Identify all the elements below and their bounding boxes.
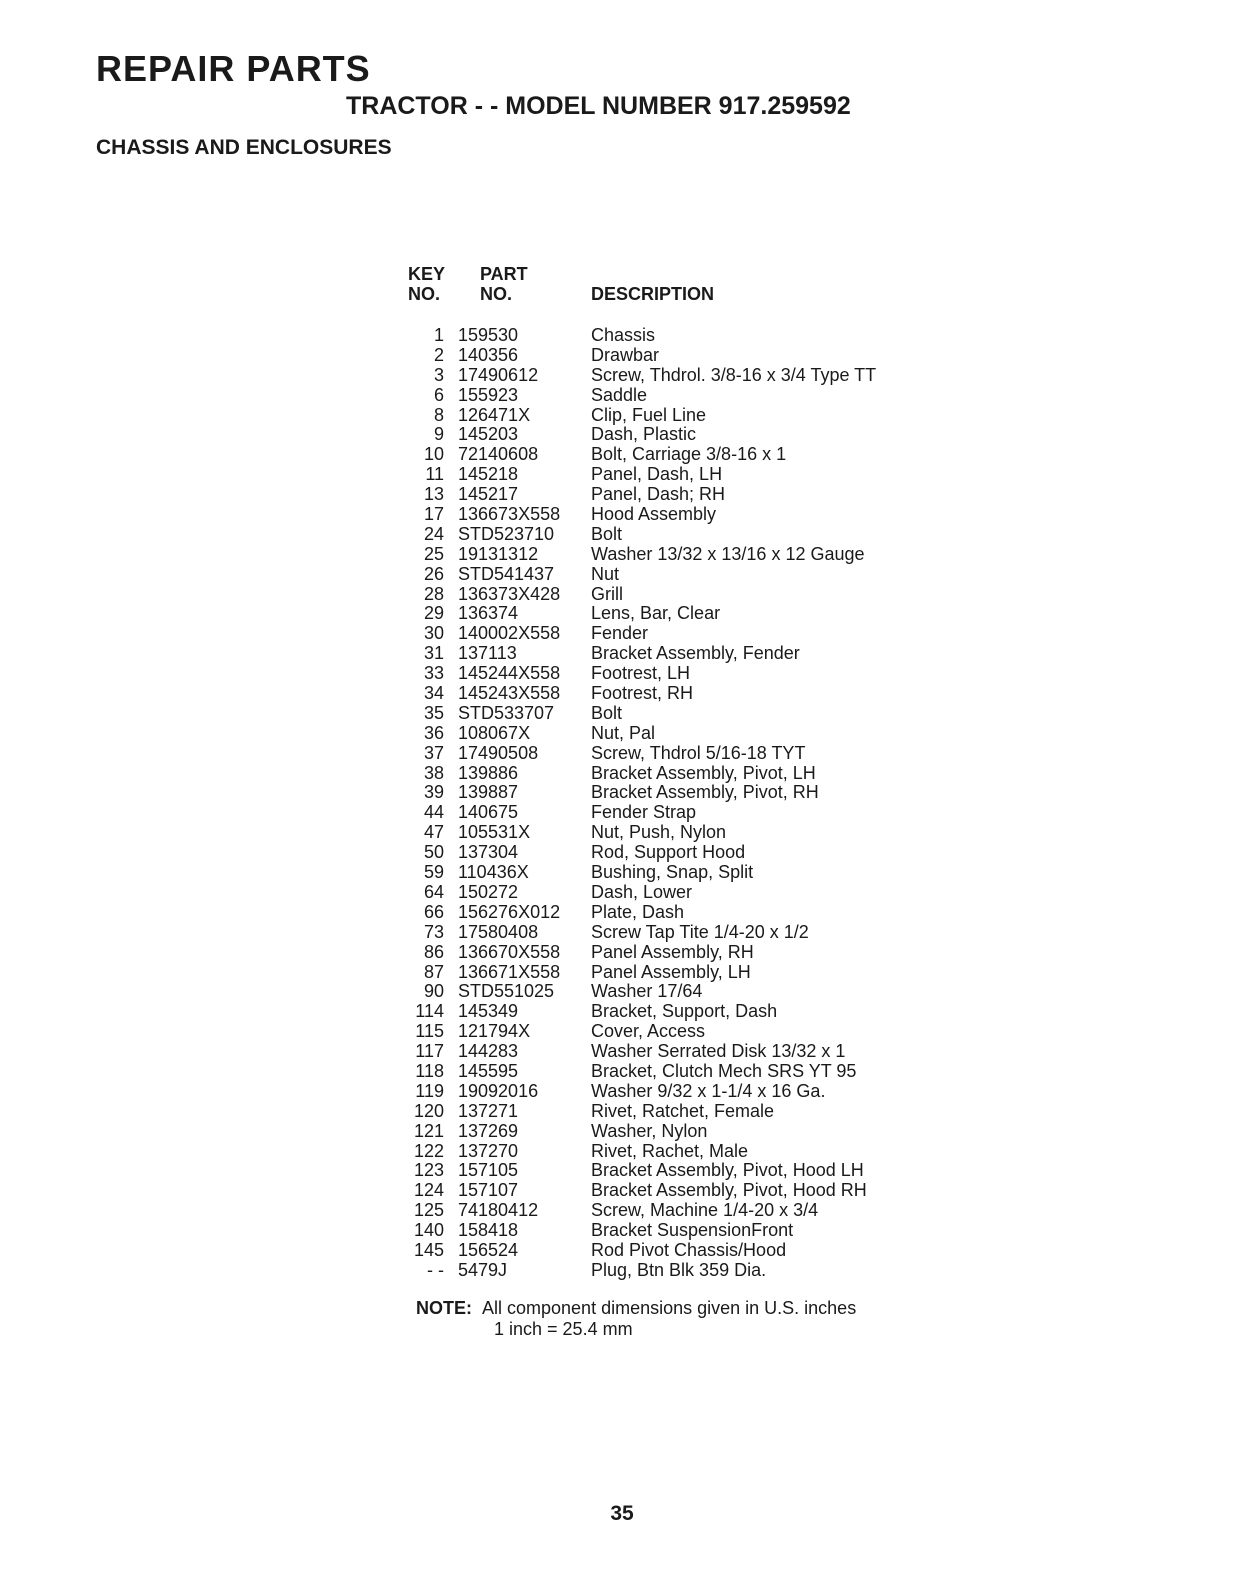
table-row xyxy=(404,346,964,366)
part-no-cell: 137113 xyxy=(458,643,517,664)
part-no-cell: 145244X558 xyxy=(458,663,561,684)
key-no-cell: 122 xyxy=(413,1140,444,1161)
key-no-cell: 1 xyxy=(433,325,444,345)
key-no-cell: 10 xyxy=(423,444,444,465)
key-no-cell: 123 xyxy=(413,1160,444,1181)
key-no-cell: 44 xyxy=(423,802,444,823)
key-no-cell: 11 xyxy=(425,464,444,485)
description-cell: Panel Assembly, RH xyxy=(591,941,754,962)
key-no-cell: 59 xyxy=(423,862,444,883)
part-no-cell: 137270 xyxy=(458,1140,519,1161)
description-cell: Screw, Thdrol 5/16-18 TYT xyxy=(591,742,806,763)
part-no-cell: 150272 xyxy=(458,881,519,902)
table-row xyxy=(404,1062,964,1082)
table-row xyxy=(404,565,964,585)
part-no-cell: 145243X558 xyxy=(458,683,561,704)
table-row xyxy=(404,823,964,843)
key-no-cell: 140 xyxy=(413,1220,444,1241)
note-label: NOTE: xyxy=(416,1298,472,1318)
key-no-cell: 73 xyxy=(423,921,444,942)
key-no-cell: 3 xyxy=(433,364,444,385)
part-no-cell: 19131312 xyxy=(458,543,539,564)
table-row xyxy=(404,982,964,1002)
table-row xyxy=(404,843,964,863)
key-no-cell: 37 xyxy=(423,742,444,763)
description-header: DESCRIPTION xyxy=(591,284,715,304)
table-row xyxy=(404,963,964,983)
key-no-cell: 114 xyxy=(415,1001,444,1022)
key-no-cell: 36 xyxy=(423,722,444,743)
part-no-cell: 139886 xyxy=(458,762,519,783)
part-no-cell: 159530 xyxy=(458,325,519,345)
part-no-cell: 145349 xyxy=(458,1001,519,1022)
part-no-cell: 157105 xyxy=(458,1160,519,1181)
table-row xyxy=(404,803,964,823)
table-row xyxy=(404,1022,964,1042)
table-row xyxy=(404,684,964,704)
part-no-cell: 17490612 xyxy=(458,364,539,385)
table-row xyxy=(404,883,964,903)
key-no-header-line1: KEY xyxy=(408,264,446,284)
table-row xyxy=(404,1221,964,1241)
part-no-cell: 137271 xyxy=(458,1100,519,1121)
description-cell: Rod, Support Hood xyxy=(591,842,746,863)
part-no-cell: STD551025 xyxy=(458,981,555,1002)
description-cell: Drawbar xyxy=(591,344,660,365)
description-cell: Bracket, Support, Dash xyxy=(591,1001,778,1022)
key-no-cell: 30 xyxy=(423,623,444,644)
part-no-cell: 74180412 xyxy=(458,1200,539,1221)
table-row xyxy=(404,664,964,684)
table-row xyxy=(404,1082,964,1102)
table-row xyxy=(404,724,964,744)
table-row xyxy=(404,624,964,644)
section-title: CHASSIS AND ENCLOSURES xyxy=(96,136,392,159)
part-no-cell: 158418 xyxy=(458,1220,519,1241)
part-no-cell: 145203 xyxy=(458,424,519,445)
description-cell: Bracket, Clutch Mech SRS YT 95 xyxy=(591,1060,857,1081)
table-row xyxy=(404,903,964,923)
key-no-cell: 25 xyxy=(423,543,444,564)
description-cell: Clip, Fuel Line xyxy=(591,404,707,425)
table-row xyxy=(404,1241,964,1261)
part-no-cell: 137304 xyxy=(458,842,519,863)
key-no-cell: 118 xyxy=(415,1060,444,1081)
parts-table-body xyxy=(404,326,964,1281)
table-row xyxy=(404,545,964,565)
description-cell: Cover, Access xyxy=(591,1021,706,1042)
model-number-title: TRACTOR - - MODEL NUMBER 917.259592 xyxy=(346,92,851,120)
description-cell: Grill xyxy=(591,583,623,604)
key-no-cell: 17 xyxy=(423,504,444,525)
part-no-cell: 145218 xyxy=(458,464,519,485)
part-no-cell: 145595 xyxy=(458,1060,519,1081)
key-no-cell: 86 xyxy=(423,941,444,962)
note-line2: 1 inch = 25.4 mm xyxy=(494,1319,633,1339)
description-cell: Screw Tap Tite 1/4-20 x 1/2 xyxy=(591,921,809,942)
key-no-cell: - - xyxy=(427,1259,444,1280)
key-no-cell: 66 xyxy=(423,901,444,922)
table-row xyxy=(404,445,964,465)
description-cell: Lens, Bar, Clear xyxy=(591,603,721,624)
table-row xyxy=(404,644,964,664)
part-no-cell: 137269 xyxy=(458,1120,519,1141)
description-cell: Fender Strap xyxy=(591,802,697,823)
description-cell: Hood Assembly xyxy=(591,504,717,525)
description-cell: Footrest, RH xyxy=(591,683,694,704)
key-no-cell: 31 xyxy=(423,643,444,664)
key-no-header-line2: NO. xyxy=(408,284,441,304)
table-row xyxy=(404,485,964,505)
key-no-cell: 2 xyxy=(433,344,444,365)
part-no-cell: 19092016 xyxy=(458,1080,539,1101)
table-row xyxy=(404,425,964,445)
description-cell: Panel, Dash; RH xyxy=(591,484,726,505)
table-row xyxy=(404,326,964,346)
description-cell: Rivet, Rachet, Male xyxy=(591,1140,749,1161)
table-row xyxy=(404,943,964,963)
table-row xyxy=(404,525,964,545)
part-no-cell: 136671X558 xyxy=(458,961,561,982)
description-cell: Bracket Assembly, Pivot, Hood RH xyxy=(591,1180,867,1201)
description-cell: Screw, Machine 1/4-20 x 3/4 xyxy=(591,1200,819,1221)
table-row xyxy=(404,366,964,386)
key-no-cell: 6 xyxy=(433,384,444,405)
description-cell: Rod Pivot Chassis/Hood xyxy=(591,1239,787,1260)
description-cell: Dash, Lower xyxy=(591,881,693,902)
key-no-cell: 87 xyxy=(423,961,444,982)
description-cell: Nut, Pal xyxy=(591,722,656,743)
description-cell: Bracket Assembly, Pivot, Hood LH xyxy=(591,1160,864,1181)
note-line1: All component dimensions given in U.S. inches xyxy=(482,1298,857,1318)
part-no-cell: 108067X xyxy=(458,722,531,743)
description-cell: Washer 17/64 xyxy=(591,981,703,1002)
key-no-cell: 120 xyxy=(413,1100,444,1121)
description-cell: Washer, Nylon xyxy=(591,1120,708,1141)
table-row xyxy=(404,386,964,406)
table-row xyxy=(404,585,964,605)
part-no-cell: 17490508 xyxy=(458,742,539,763)
key-no-cell: 64 xyxy=(423,881,444,902)
key-no-cell: 13 xyxy=(423,484,444,505)
description-cell: Bushing, Snap, Split xyxy=(591,862,754,883)
description-cell: Dash, Plastic xyxy=(591,424,697,445)
key-no-cell: 121 xyxy=(413,1120,444,1141)
description-cell: Bracket Assembly, Pivot, RH xyxy=(591,782,819,803)
part-no-cell: 136373X428 xyxy=(458,583,561,604)
description-cell: Nut, Push, Nylon xyxy=(591,822,727,843)
description-cell: Screw, Thdrol. 3/8-16 x 3/4 Type TT xyxy=(591,364,877,385)
part-no-cell: 121794X xyxy=(458,1021,531,1042)
table-row xyxy=(404,704,964,724)
key-no-cell: 9 xyxy=(433,424,444,445)
description-cell: Rivet, Ratchet, Female xyxy=(591,1100,775,1121)
description-cell: Bolt, Carriage 3/8-16 x 1 xyxy=(591,444,787,465)
table-row xyxy=(404,783,964,803)
table-row xyxy=(404,406,964,426)
description-cell: Chassis xyxy=(591,325,656,345)
part-no-cell: 17580408 xyxy=(458,921,539,942)
table-row xyxy=(404,1002,964,1022)
part-no-cell: STD523710 xyxy=(458,523,555,544)
key-no-cell: 145 xyxy=(413,1239,444,1260)
page-title: REPAIR PARTS xyxy=(96,48,371,89)
key-no-cell: 90 xyxy=(423,981,444,1002)
part-no-cell: 156276X012 xyxy=(458,901,561,922)
key-no-cell: 39 xyxy=(423,782,444,803)
description-cell: Footrest, LH xyxy=(591,663,691,684)
key-no-cell: 117 xyxy=(415,1041,444,1062)
part-no-cell: 136670X558 xyxy=(458,941,561,962)
description-cell: Nut xyxy=(591,563,620,584)
description-cell: Saddle xyxy=(591,384,648,405)
table-row xyxy=(404,1102,964,1122)
part-no-header-line2: NO. xyxy=(480,284,513,304)
description-cell: Fender xyxy=(591,623,649,644)
dimension-note xyxy=(416,1298,856,1340)
part-no-cell: 140356 xyxy=(458,344,519,365)
description-cell: Panel, Dash, LH xyxy=(591,464,723,485)
part-no-header-line1: PART xyxy=(480,264,528,284)
description-cell: Washer 13/32 x 13/16 x 12 Gauge xyxy=(591,543,865,564)
key-no-cell: 34 xyxy=(423,683,444,704)
key-no-cell: 28 xyxy=(423,583,444,604)
part-no-cell: 126471X xyxy=(458,404,531,425)
description-cell: Panel Assembly, LH xyxy=(591,961,751,982)
key-no-cell: 47 xyxy=(423,822,444,843)
parts-table xyxy=(404,262,964,1281)
part-no-cell: 139887 xyxy=(458,782,519,803)
part-no-cell: STD541437 xyxy=(458,563,555,584)
table-row xyxy=(404,604,964,624)
key-no-cell: 29 xyxy=(423,603,444,624)
description-cell: Plate, Dash xyxy=(591,901,685,922)
part-no-cell: 105531X xyxy=(458,822,531,843)
parts-table-header xyxy=(404,262,964,326)
table-row xyxy=(404,1161,964,1181)
part-no-cell: 144283 xyxy=(458,1041,519,1062)
key-no-cell: 8 xyxy=(433,404,444,425)
table-row xyxy=(404,1042,964,1062)
description-cell: Washer Serrated Disk 13/32 x 1 xyxy=(591,1041,846,1062)
key-no-cell: 50 xyxy=(423,842,444,863)
part-no-cell: 136374 xyxy=(458,603,519,624)
part-no-cell: 156524 xyxy=(458,1239,519,1260)
part-no-cell: 110436X xyxy=(458,862,529,883)
part-no-cell: 155923 xyxy=(458,384,519,405)
table-row xyxy=(404,1261,964,1281)
description-cell: Bracket Assembly, Fender xyxy=(591,643,800,664)
part-no-cell: 157107 xyxy=(458,1180,519,1201)
key-no-cell: 24 xyxy=(423,523,444,544)
table-row xyxy=(404,1201,964,1221)
key-no-cell: 35 xyxy=(423,702,444,723)
table-row xyxy=(404,863,964,883)
description-cell: Washer 9/32 x 1-1/4 x 16 Ga. xyxy=(591,1080,826,1101)
table-row xyxy=(404,505,964,525)
key-no-cell: 26 xyxy=(423,563,444,584)
description-cell: Bolt xyxy=(591,702,623,723)
table-row xyxy=(404,1142,964,1162)
key-no-cell: 125 xyxy=(413,1200,444,1221)
key-no-cell: 38 xyxy=(423,762,444,783)
key-no-cell: 33 xyxy=(423,663,444,684)
table-row xyxy=(404,923,964,943)
part-no-cell: 140002X558 xyxy=(458,623,561,644)
description-cell: Bolt xyxy=(591,523,623,544)
table-row xyxy=(404,744,964,764)
table-row xyxy=(404,465,964,485)
table-row xyxy=(404,1122,964,1142)
page-number: 35 xyxy=(610,1502,634,1525)
part-no-cell: 5479J xyxy=(458,1259,508,1280)
part-no-cell: 72140608 xyxy=(458,444,539,465)
part-no-cell: 136673X558 xyxy=(458,504,561,525)
table-row xyxy=(404,764,964,784)
description-cell: Plug, Btn Blk 359 Dia. xyxy=(591,1259,767,1280)
key-no-cell: 115 xyxy=(415,1021,444,1042)
part-no-cell: 145217 xyxy=(458,484,519,505)
part-no-cell: STD533707 xyxy=(458,702,555,723)
table-row xyxy=(404,1181,964,1201)
key-no-cell: 124 xyxy=(413,1180,444,1201)
description-cell: Bracket Assembly, Pivot, LH xyxy=(591,762,816,783)
description-cell: Bracket SuspensionFront xyxy=(591,1220,794,1241)
key-no-cell: 119 xyxy=(415,1080,444,1101)
part-no-cell: 140675 xyxy=(458,802,519,823)
